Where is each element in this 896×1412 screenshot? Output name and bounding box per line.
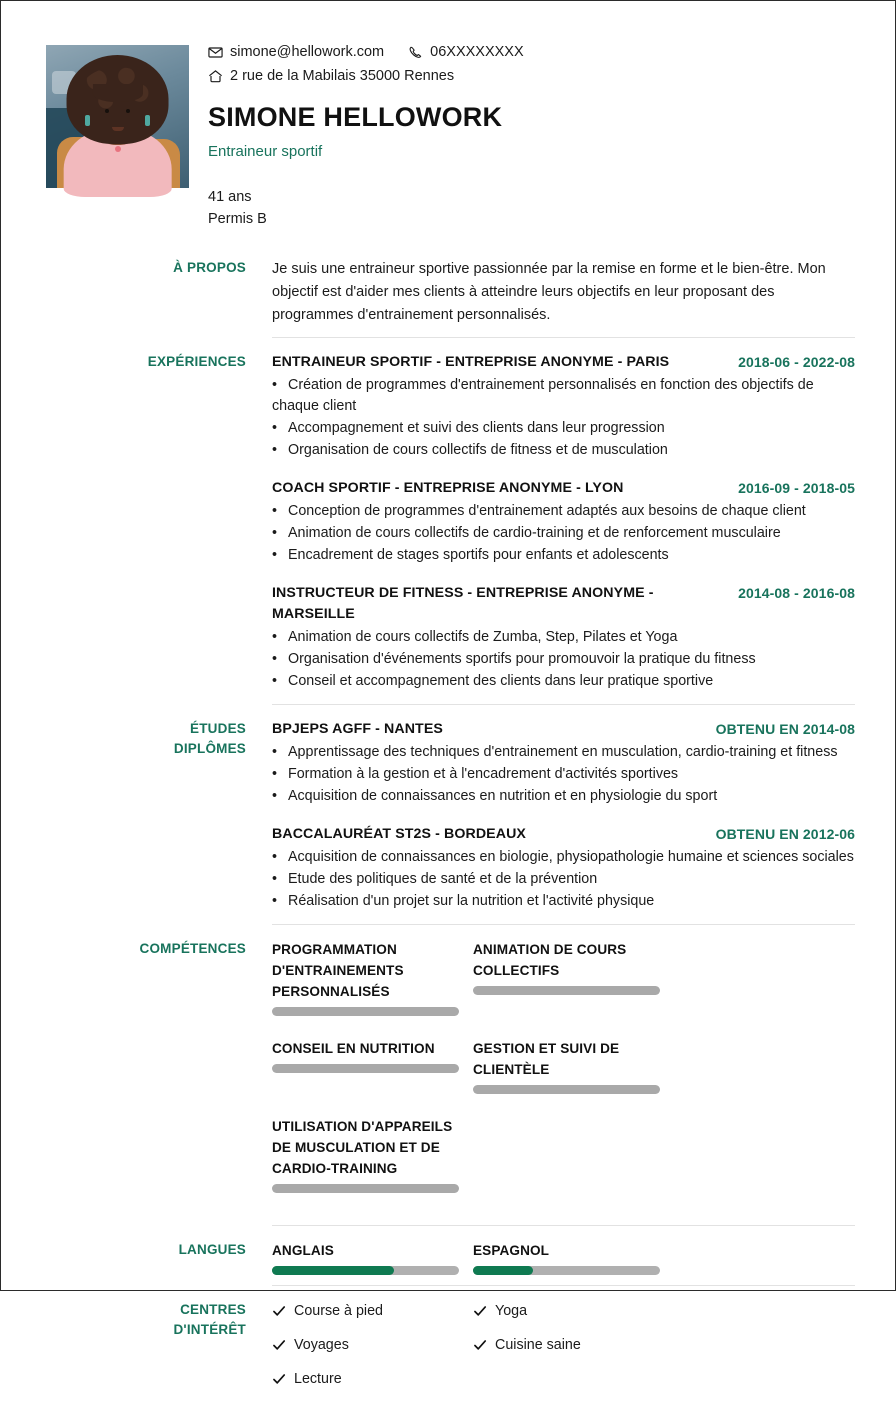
interest-label: Course à pied (294, 1303, 384, 1319)
language-name: ESPAGNOL (473, 1243, 550, 1258)
envelope-icon (208, 45, 223, 60)
section-label-interests-line2: D'INTÉRÊT (173, 1322, 246, 1337)
bullet-dot-icon: • (272, 766, 278, 782)
skill-name: UTILISATION D'APPAREILS DE MUSCULATION ET DE CARDIO-TRAINING (272, 1119, 453, 1176)
interest-item (272, 1368, 473, 1390)
cv-header (1, 1, 895, 230)
interests-grid (272, 1300, 855, 1402)
avatar (46, 45, 189, 188)
entry-bullet (272, 764, 855, 785)
entry-header (272, 352, 855, 373)
section-label-languages: LANGUES (178, 1242, 246, 1257)
check-icon (473, 1338, 487, 1352)
entry-bullet-text: Acquisition de connaissances en biologie, physiopathologie humaine et sciences sociales (288, 849, 854, 865)
avatar-necklace (115, 146, 121, 152)
bullet-dot-icon: • (272, 871, 278, 887)
entry-date: 2016-09 - 2018-05 (738, 480, 855, 496)
entry-bullet (272, 869, 855, 890)
section-about (46, 244, 855, 337)
section-label-education-line1: ÉTUDES (190, 721, 246, 736)
experiences-list (260, 352, 855, 694)
bullet-dot-icon: • (272, 525, 278, 541)
bullet-dot-icon: • (272, 629, 278, 645)
avatar-earring-left (85, 115, 90, 126)
phone-icon (408, 45, 423, 60)
bullet-dot-icon: • (272, 442, 278, 458)
entry-bullet-text: Réalisation d'un projet sur la nutrition et l'activité physique (288, 893, 655, 909)
entry-date: 2014-08 - 2016-08 (738, 585, 855, 601)
skill-name: GESTION ET SUIVI DE CLIENTÈLE (473, 1041, 620, 1077)
entry-bullet (272, 627, 855, 648)
email-text: simone@hellowork.com (230, 44, 385, 60)
job-title: Entraineur sportif (208, 143, 323, 160)
language-item (272, 1240, 473, 1275)
entry-bullet-text: Conseil et accompagnement des clients dans leur pratique sportive (288, 673, 714, 689)
entry-header (272, 719, 855, 740)
language-item (473, 1240, 674, 1275)
interests-content (260, 1300, 855, 1402)
interest-item (272, 1334, 473, 1356)
entry-title: BPJEPS AGFF - NANTES (272, 721, 443, 737)
interest-label: Lecture (294, 1371, 342, 1387)
section-label-interests-line1: CENTRES (180, 1302, 246, 1317)
entry-bullet (272, 649, 855, 670)
entry-bullet-text: Organisation de cours collectifs de fitness et de musculation (288, 442, 668, 458)
avatar-earring-right (145, 115, 150, 126)
skills-grid (272, 939, 855, 1215)
section-languages (46, 1226, 855, 1285)
address-contact (208, 65, 454, 87)
entry-bullet (272, 671, 855, 692)
bullet-dot-icon: • (272, 547, 278, 563)
check-icon (272, 1338, 286, 1352)
entry-bullet-text: Acquisition de connaissances en nutrition et en physiologie du sport (288, 788, 718, 804)
entry-title: BACCALAURÉAT ST2S - BORDEAUX (272, 826, 526, 842)
page-title: SIMONE HELLOWORK (208, 102, 503, 132)
header-info (194, 37, 855, 230)
entry-bullet-text: Organisation d'événements sportifs pour promouvoir la pratique du fitness (288, 651, 756, 667)
entry-bullet (272, 847, 855, 868)
entry-bullet-text: Animation de cours collectifs de cardio-training et de renforcement musculaire (288, 525, 781, 541)
skill-level-bar (473, 986, 660, 995)
language-level-bar (473, 1266, 660, 1275)
skill-level-bar (272, 1007, 459, 1016)
entry-header (272, 583, 855, 625)
email-contact (208, 41, 384, 63)
language-level-bar (272, 1266, 459, 1275)
address-text: 2 rue de la Mabilais 35000 Rennes (230, 68, 455, 84)
education-list (260, 719, 855, 914)
section-label-experiences: EXPÉRIENCES (147, 354, 246, 369)
skill-name: CONSEIL EN NUTRITION (272, 1041, 435, 1056)
bullet-dot-icon: • (272, 893, 278, 909)
entry-bullet (272, 891, 855, 912)
licence-text: Permis B (208, 211, 267, 227)
entry-title: ENTRAINEUR SPORTIF - ENTREPRISE ANONYME - PARIS (272, 354, 670, 370)
entry-date: OBTENU EN 2012-06 (715, 826, 855, 842)
personal-meta (208, 186, 855, 230)
entry-bullet (272, 501, 855, 522)
interest-label: Yoga (495, 1303, 528, 1319)
skill-level-bar (272, 1184, 459, 1193)
about-text: Je suis une entraineur sportive passionnée par la remise en forme et le bien-être. Mon objectif est d'aider mes clients à atteindre leurs objectifs en leur proposant des programmes d'entrainement personnalisés. (272, 261, 826, 323)
section-label-interests (46, 1300, 260, 1340)
entry-bullet-text: Apprentissage des techniques d'entrainement en musculation, cardio-training et fitness (288, 744, 838, 760)
bullet-dot-icon: • (272, 788, 278, 804)
age-text: 41 ans (208, 189, 252, 205)
skills-content (260, 939, 855, 1215)
language-name: ANGLAIS (272, 1243, 334, 1258)
check-icon (473, 1304, 487, 1318)
skill-item (272, 939, 473, 1016)
entry-title: COACH SPORTIF - ENTREPRISE ANONYME - LYON (272, 480, 624, 496)
section-experiences (46, 338, 855, 704)
entry-bullet-list (272, 375, 855, 461)
entry-date: 2018-06 - 2022-08 (738, 354, 855, 370)
entry-bullet-text: Etude des politiques de santé et de la prévention (288, 871, 598, 887)
entry (272, 352, 855, 461)
entry-bullet (272, 418, 855, 439)
about-content (260, 258, 855, 327)
skill-item (272, 1116, 473, 1193)
entry-bullet-list (272, 627, 855, 692)
skill-level-bar (473, 1085, 660, 1094)
interest-item (473, 1334, 674, 1356)
section-interests (46, 1286, 855, 1412)
entry-bullet (272, 523, 855, 544)
language-level-fill (473, 1266, 533, 1275)
entry-date: OBTENU EN 2014-08 (715, 721, 855, 737)
entry-title: INSTRUCTEUR DE FITNESS - ENTREPRISE ANONYME - MARSEILLE (272, 585, 654, 622)
entry-bullet-list (272, 847, 855, 912)
avatar-hair-fringe (92, 84, 142, 103)
entry (272, 824, 855, 912)
bullet-dot-icon: • (272, 744, 278, 760)
phone-text: 06XXXXXXXX (430, 44, 524, 60)
entry-bullet-text: Accompagnement et suivi des clients dans leur progression (288, 420, 665, 436)
bullet-dot-icon: • (272, 849, 278, 865)
entry (272, 583, 855, 692)
section-label-education-line2: DIPLÔMES (173, 741, 246, 756)
phone-contact (408, 41, 524, 63)
entry-bullet-text: Formation à la gestion et à l'encadrement d'activités sportives (288, 766, 679, 782)
entry-bullet-list (272, 501, 855, 566)
cv-sections (1, 230, 895, 1412)
language-level-fill (272, 1266, 394, 1275)
languages-grid (272, 1240, 855, 1275)
bullet-dot-icon: • (272, 420, 278, 436)
skill-item (473, 939, 674, 1016)
avatar-container (46, 37, 194, 188)
skill-name: PROGRAMMATION D'ENTRAINEMENTS PERSONNALISÉS (272, 942, 404, 999)
skill-name: ANIMATION DE COURS COLLECTIFS (473, 942, 627, 978)
bullet-dot-icon: • (272, 377, 278, 393)
entry-bullet-text: Encadrement de stages sportifs pour enfants et adolescents (288, 547, 669, 563)
entry-bullet (272, 375, 855, 417)
skill-level-bar (272, 1064, 459, 1073)
entry-bullet-text: Animation de cours collectifs de Zumba, Step, Pilates et Yoga (288, 629, 678, 645)
entry-bullet (272, 786, 855, 807)
section-label-education (46, 719, 260, 759)
home-icon (208, 69, 223, 84)
entry-bullet-text: Création de programmes d'entrainement personnalisés en fonction des objectifs de chaque client (272, 377, 814, 414)
interest-label: Voyages (294, 1337, 349, 1353)
section-education (46, 705, 855, 924)
section-label-skills: COMPÉTENCES (139, 941, 246, 956)
skill-item (272, 1038, 473, 1094)
interest-label: Cuisine saine (495, 1337, 581, 1353)
interest-item (473, 1300, 674, 1322)
entry (272, 478, 855, 566)
section-skills (46, 925, 855, 1225)
entry-header (272, 478, 855, 499)
bullet-dot-icon: • (272, 503, 278, 519)
contact-line-2 (208, 65, 855, 87)
skill-item (473, 1038, 674, 1094)
check-icon (272, 1372, 286, 1386)
bullet-dot-icon: • (272, 651, 278, 667)
interest-item (272, 1300, 473, 1322)
bullet-dot-icon: • (272, 673, 278, 689)
entry-header (272, 824, 855, 845)
languages-content (260, 1240, 855, 1275)
entry-bullet-list (272, 742, 855, 807)
entry-bullet (272, 742, 855, 763)
check-icon (272, 1304, 286, 1318)
section-label-about: À PROPOS (173, 260, 246, 275)
contact-line-1 (208, 41, 855, 63)
entry (272, 719, 855, 807)
entry-bullet (272, 440, 855, 461)
entry-bullet-text: Conception de programmes d'entrainement adaptés aux besoins de chaque client (288, 503, 806, 519)
entry-bullet (272, 545, 855, 566)
